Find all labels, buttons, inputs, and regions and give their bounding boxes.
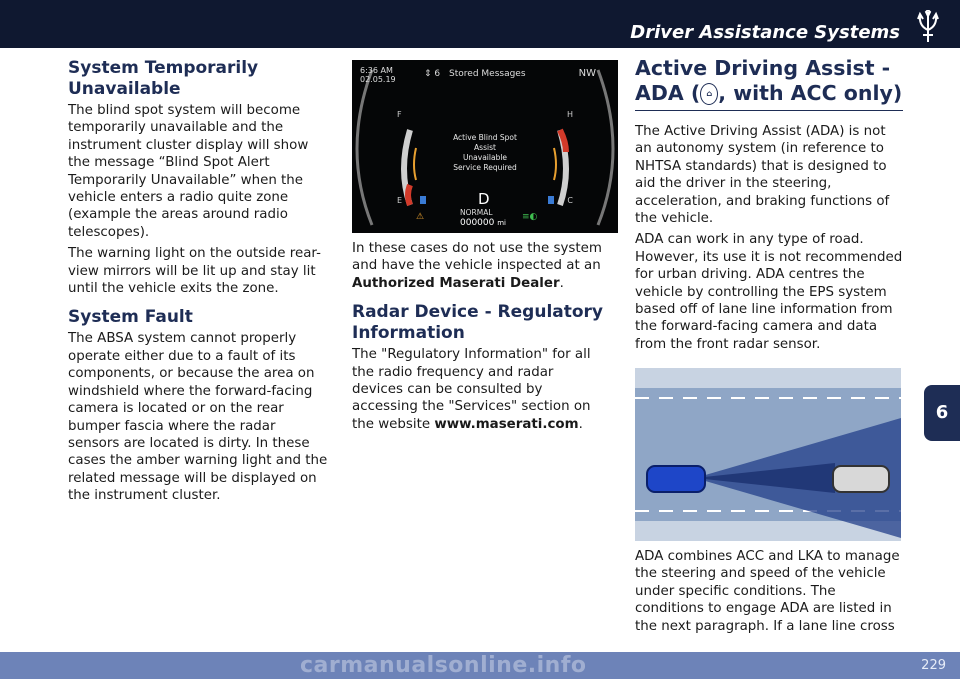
header-bar (0, 0, 960, 48)
alert-line: Service Required (453, 163, 517, 172)
heading-system-fault: System Fault (68, 307, 193, 328)
heading-text: , with ACC only) (718, 81, 903, 105)
paragraph: The warning light on the outside rear-view mirrors will be lit up and stay lit until the vehicle exits the zone. (68, 246, 321, 297)
column-right-bottom (635, 548, 903, 639)
chapter-tab[interactable]: 6 (924, 385, 960, 441)
light-indicator-icon: ≡◐ (522, 212, 538, 222)
text: The "Regulatory Information" for all the radio frequency and radar devices can be consulted by accessing the "Services" section on the website (352, 347, 591, 432)
drive-mode: NORMAL (460, 208, 493, 217)
alert-line: Unavailable (462, 153, 508, 162)
paragraph: The ABSA system cannot properly operate either due to a fault of its components, or because the area on windshield where the forward-facing camera is located or on the rear bumper fascia where the radar sensors are located is dirty. In these cases the amber warning light and the related message will be displayed on the instrument cluster. (68, 331, 328, 504)
section-title: Driver Assistance Systems (630, 22, 900, 43)
cluster-alert-message (435, 133, 535, 173)
paragraph: ADA combines ACC and LKA to manage the steering and speed of the vehicle under specific conditions. The conditions to engage ADA are listed in the next paragraph. If a lane line cross (635, 549, 900, 634)
paragraph: ADA can work in any type of road. However, its use it is not recommended for urban driving. ADA centres the vehicle by controlling the EPS system based off of lane line information from the forward-facing camera and data from the front radar sensor. (635, 232, 903, 352)
ada-icon: ⌂ (700, 83, 718, 105)
paragraph (352, 240, 607, 292)
cluster-compass: NW (578, 68, 596, 79)
cluster-stored-messages: Stored Messages (449, 69, 526, 79)
fuel-full-label: F (397, 110, 402, 119)
footer-bar (0, 652, 960, 679)
fuel-empty-label: E (397, 196, 403, 205)
gear-indicator: D (478, 190, 490, 208)
odometer: 000000 (460, 218, 495, 228)
column-right (635, 56, 903, 357)
odometer-unit: mi (497, 219, 506, 227)
text: In these cases do not use the system and have the vehicle inspected at an (352, 241, 602, 274)
paragraph: The Active Driving Assist (ADA) is not an autonomy system (in reference to NHTSA standards) that is designed to aid the driver in the steering, acceleration, and braking functions of the vehicle. (635, 124, 890, 227)
watermark: carmanualsonline.info (300, 653, 587, 678)
heading-text: Active Driving Assist - ADA ( (635, 56, 891, 105)
text: . (559, 275, 564, 291)
alert-line: Active Blind Spot (453, 133, 517, 142)
cluster-message-count: 6 (434, 69, 441, 79)
ada-illustration (635, 368, 901, 541)
cluster-time: 6:36 AM (360, 66, 393, 75)
alert-line: Assist (474, 143, 496, 152)
instrument-cluster-image (352, 60, 618, 233)
trident-icon (914, 10, 942, 44)
heading-system-unavailable: System Temporarily Unavailable (68, 58, 259, 99)
warning-light-icon: ⚠ (416, 212, 425, 222)
page-number: 229 (921, 658, 946, 673)
dealer-text: Authorized Maserati Dealer (352, 275, 560, 291)
heading-ada (635, 56, 903, 106)
temp-hot-label: H (566, 110, 573, 119)
updown-icon: ⇕ (424, 69, 432, 79)
road-graphic (635, 368, 901, 541)
column-left (68, 58, 330, 509)
cluster-date: 02.05.19 (360, 75, 396, 84)
heading-rule (635, 110, 903, 111)
heading-radar-device: Radar Device - Regulatory Information (352, 302, 604, 344)
website-link[interactable]: www.maserati.com (434, 416, 579, 432)
paragraph: The blind spot system will become temporarily unavailable and the instrument cluster display will show the message “Blind Spot Alert Temporarily Unavailable” when the vehicle enters a radio quite zone (example the areas around radio telescopes). (68, 103, 309, 240)
paragraph (352, 346, 607, 433)
temp-cold-label: C (567, 196, 573, 205)
text: . (578, 416, 583, 432)
column-middle (352, 240, 607, 437)
